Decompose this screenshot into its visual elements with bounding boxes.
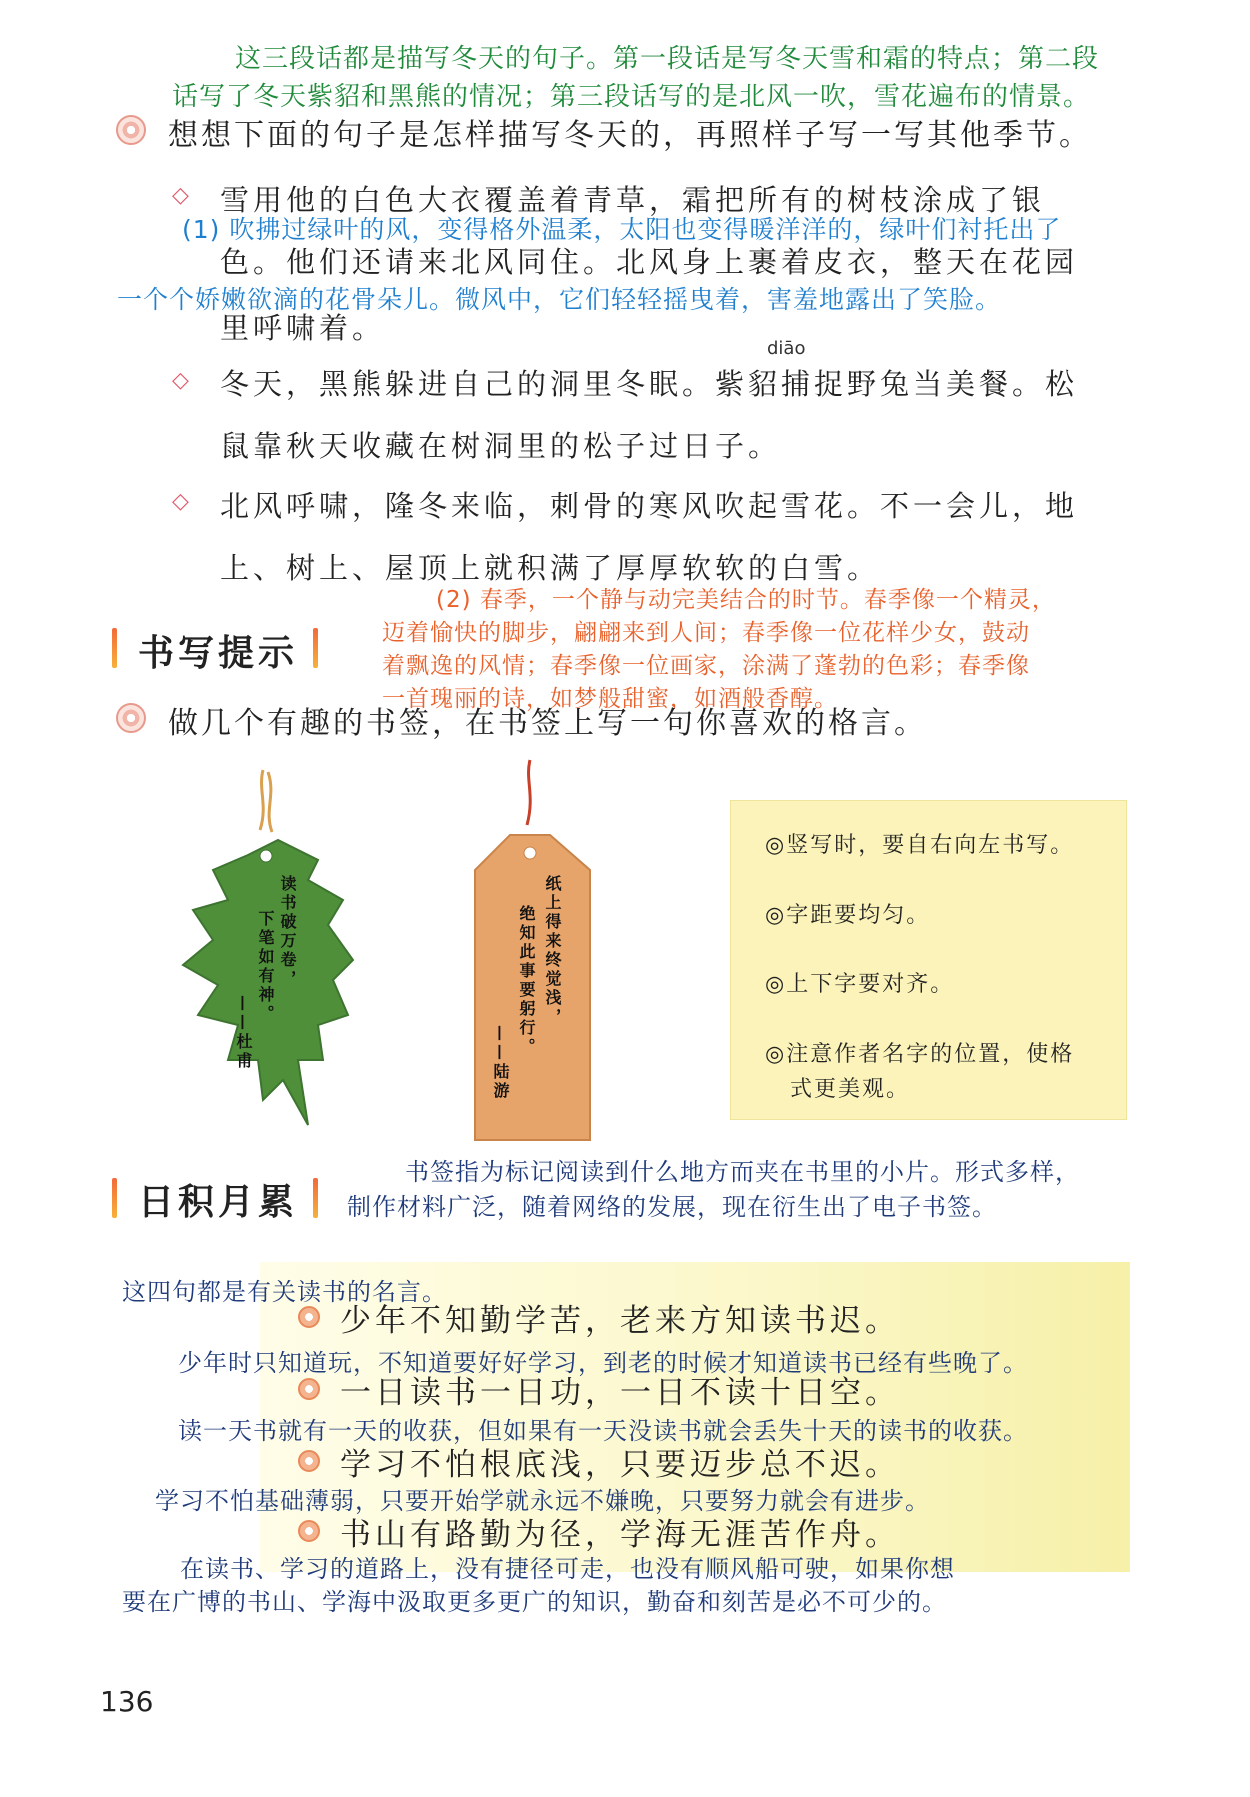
orange-annotation-line3: 着飘逸的风情；春季像一位画家，涂满了蓬勃的色彩；春季像 xyxy=(382,653,1030,679)
tip-author-position: ◎注意作者名字的位置，使格 xyxy=(765,1042,1075,1067)
quote-4-note-cont: 要在广博的书山、学海中汲取更多更广的知识，勤奋和刻苦是必不可少的。 xyxy=(122,1588,947,1616)
quote-3-note: 学习不怕基础薄弱，只要开始学就永远不嫌晚，只要努力就会有进步。 xyxy=(155,1487,930,1515)
quote-2-note: 读一天书就有一天的收获，但如果有一天没读书就会丢失十天的读书的收获。 xyxy=(178,1417,1028,1445)
quote-4: 书山有路勤为径，学海无涯苦作舟。 xyxy=(340,1517,900,1553)
blue-annotation-line1: (1) 吹拂过绿叶的风，变得格外温柔，太阳也变得暖洋洋的，绿叶们衬托出了 xyxy=(182,215,1062,244)
quote-3: 学习不怕根底浅，只要迈步总不迟。 xyxy=(340,1447,900,1483)
quote-bullet-icon xyxy=(298,1450,320,1472)
section-bar-left xyxy=(112,628,117,668)
orange-annotation-line4: 一首瑰丽的诗，如梦般甜蜜，如酒般香醇。 xyxy=(382,686,838,712)
wood-bookmark-col3: ——陆游 xyxy=(491,1025,510,1101)
passage1-line1: 雪用他的白色大衣覆盖着青草，霜把所有的树枝涂成了银 xyxy=(220,183,1046,217)
quote-bullet-icon xyxy=(298,1378,320,1400)
blue-annotation-line2: 一个个娇嫩欲滴的花骨朵儿。微风中，它们轻轻摇曳着，害羞地露出了笑脸。 xyxy=(117,285,1002,314)
tip-alignment: ◎上下字要对齐。 xyxy=(765,972,955,997)
flower-bullet-icon xyxy=(116,703,146,733)
green-annotation-line2: 话写了冬天紫貂和黑熊的情况；第三段话写的是北风一吹，雪花遍布的情景。 xyxy=(172,82,1091,112)
quote-1: 少年不知勤学苦，老来方知读书迟。 xyxy=(340,1303,900,1339)
passage3-line2: 上、树上、屋顶上就积满了厚厚软软的白雪。 xyxy=(220,551,881,585)
tip-author-position-cont: 式更美观。 xyxy=(790,1077,911,1102)
diamond-bullet-icon: ◇ xyxy=(172,368,189,393)
passage2-line1: 冬天，黑熊躲进自己的洞里冬眠。紫貂捕捉野兔当美餐。松 xyxy=(220,367,1079,401)
passage1-line3: 里呼啸着。 xyxy=(220,311,386,345)
leaf-bookmark-col3: ——杜甫 xyxy=(234,995,253,1071)
orange-annotation-line1: (2) 春季，一个静与动完美结合的时节。春季像一个精灵， xyxy=(436,587,1056,613)
green-annotation-line1: 这三段话都是描写冬天的句子。第一段话是写冬天雪和霜的特点；第二段 xyxy=(235,44,1100,74)
pinyin-diao: diāo xyxy=(767,338,806,359)
section-bar-left xyxy=(112,1178,117,1218)
leaf-bookmark-col1: 读书破万卷， xyxy=(278,875,297,989)
leaf-bookmark xyxy=(168,760,368,1140)
passage3-line1: 北风呼啸，隆冬来临，刺骨的寒风吹起雪花。不一会儿，地 xyxy=(220,489,1079,523)
passage2-line2: 鼠靠秋天收藏在树洞里的松子过日子。 xyxy=(220,429,782,463)
leaf-bookmark-col2: 下笔如有神。 xyxy=(256,910,275,1024)
page-number: 136 xyxy=(100,1685,154,1718)
quote-bullet-icon xyxy=(298,1520,320,1542)
quote-bullet-icon xyxy=(298,1306,320,1328)
diamond-bullet-icon: ◇ xyxy=(172,183,189,208)
orange-annotation-line2: 迈着愉快的脚步，翩翩来到人间；春季像一位花样少女，鼓动 xyxy=(382,620,1030,646)
bookmark-note-line1: 书签指为标记阅读到什么地方而夹在书里的小片。形式多样， xyxy=(405,1158,1080,1186)
quote-2: 一日读书一日功，一日不读十日空。 xyxy=(340,1375,900,1411)
flower-bullet-icon xyxy=(116,115,146,145)
instruction-imitate-seasons: 想想下面的句子是怎样描写冬天的，再照样子写一写其他季节。 xyxy=(168,118,1092,153)
instruction-bookmarks: 做几个有趣的书签，在书签上写一句你喜欢的格言。 xyxy=(168,706,927,741)
wood-bookmark-col2: 绝知此事要躬行。 xyxy=(517,905,536,1057)
section-bar-right xyxy=(313,628,318,668)
quote-4-note: 在读书、学习的道路上，没有捷径可走，也没有顺风船可驶，如果你想 xyxy=(180,1555,955,1583)
wood-bookmark xyxy=(455,755,605,1145)
tip-spacing: ◎字距要均匀。 xyxy=(765,903,931,928)
wood-bookmark-col1: 纸上得来终觉浅， xyxy=(543,875,562,1027)
bookmark-note-line2: 制作材料广泛，随着网络的发展，现在衍生出了电子书签。 xyxy=(347,1193,997,1221)
section-bar-right xyxy=(313,1178,318,1218)
quote-1-note: 少年时只知道玩，不知道要好好学习，到老的时候才知道读书已经有些晚了。 xyxy=(178,1349,1028,1377)
section-title-accumulate: 日积月累 xyxy=(138,1182,299,1223)
tip-vertical-writing: ◎竖写时，要自右向左书写。 xyxy=(765,833,1075,858)
quotes-intro: 这四句都是有关读书的名言。 xyxy=(122,1278,447,1306)
diamond-bullet-icon: ◇ xyxy=(172,489,189,514)
section-title-writing-tips: 书写提示 xyxy=(138,633,299,674)
passage1-line2: 色。他们还请来北风同住。北风身上裹着皮衣，整天在花园 xyxy=(220,245,1079,279)
